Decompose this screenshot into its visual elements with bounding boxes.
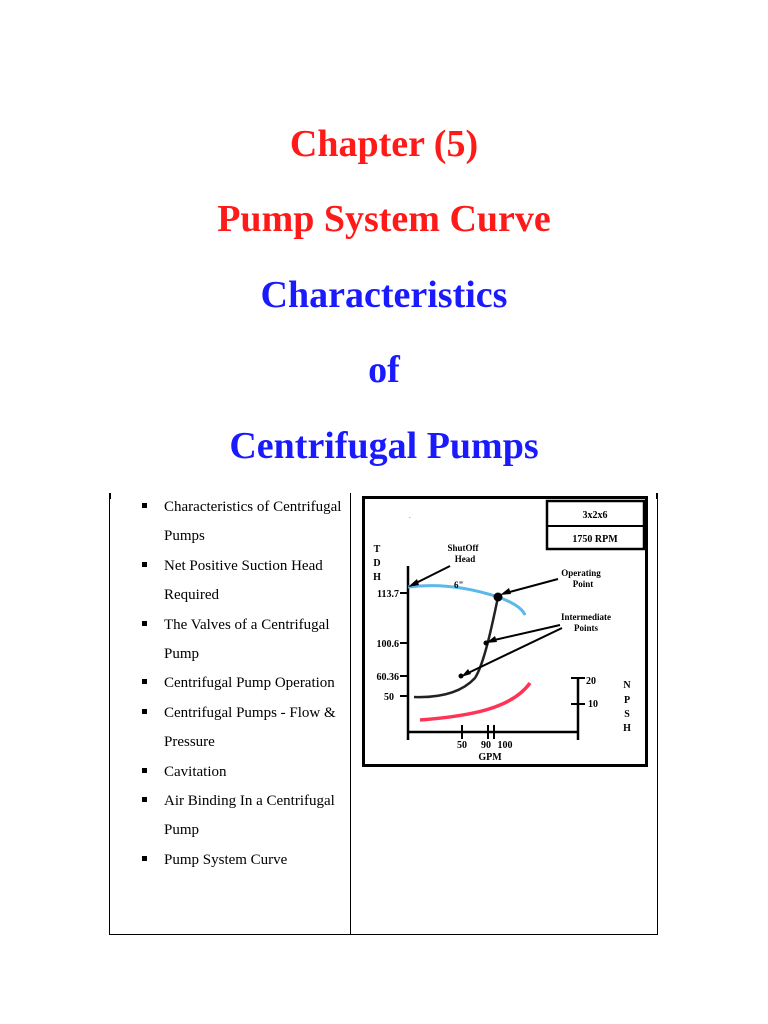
npsh-tick-label: 10: [588, 699, 598, 710]
scan-speck: .: [409, 514, 411, 520]
arrow-head: [461, 669, 471, 677]
list-item: Centrifugal Pumps - Flow & Pressure: [138, 699, 343, 758]
list-item: The Valves of a Centrifugal Pump: [138, 611, 343, 670]
shutoff-annotation: ShutOff: [447, 543, 479, 553]
npsh-tick-label: 20: [586, 676, 596, 687]
list-item: Cavitation: [138, 758, 343, 787]
list-item: Net Positive Suction Head Required: [138, 552, 343, 611]
operating-point-arrow: [506, 579, 558, 593]
pump-size-label: 3x2x6: [582, 510, 608, 521]
npsh-title-letter: P: [623, 695, 631, 706]
operating-point-marker: [494, 593, 503, 602]
y-tick-label: 113.7: [377, 589, 399, 600]
table-corner-tick: [656, 493, 657, 499]
shutoff-annotation: Head: [454, 554, 476, 564]
npsh-title-letter: S: [624, 709, 630, 720]
y-tick-label: 60.36: [376, 672, 399, 683]
x-tick-label: 50: [457, 740, 467, 751]
y-tick-label: 50: [384, 692, 394, 703]
y-axis-title-letter: H: [373, 572, 381, 583]
chapter-title: Chapter (5): [289, 123, 479, 165]
y-tick-group: [377, 589, 409, 703]
topic-list: [138, 493, 343, 875]
table-column-divider: [350, 493, 351, 934]
x-tick-group: [457, 725, 513, 751]
topic-line-1: Characteristics: [260, 274, 508, 316]
intermediate-annotation: Intermediate: [561, 612, 611, 622]
x-tick-label: 100: [497, 740, 513, 751]
operating-point-annotation: Point: [572, 579, 594, 589]
pump-curve-chart: [362, 496, 648, 768]
shutoff-arrow: [414, 566, 450, 584]
x-axis-title: GPM: [478, 752, 502, 763]
npsh-title-letter: H: [623, 723, 631, 734]
operating-point-annotation: Operating: [561, 568, 601, 578]
list-item: Centrifugal Pump Operation: [138, 669, 343, 698]
pump-speed-label: 1750 RPM: [572, 534, 618, 545]
list-item: Pump System Curve: [138, 846, 343, 875]
impeller-size-label: 6": [454, 580, 464, 590]
x-tick-label: 90: [481, 740, 491, 751]
chapter-subtitle: Pump System Curve: [217, 198, 551, 240]
system-curve: [414, 597, 498, 697]
topic-line-3: Centrifugal Pumps: [229, 425, 539, 467]
y-axis-title-letter: T: [373, 544, 381, 555]
topic-line-2: of: [368, 349, 400, 391]
arrow-head: [500, 588, 511, 595]
npsh-required-curve: [420, 683, 530, 720]
list-item: Air Binding In a Centrifugal Pump: [138, 787, 343, 846]
npsh-title-letter: N: [623, 680, 631, 691]
y-tick-label: 100.6: [376, 639, 399, 650]
y-axis-title-letter: D: [373, 558, 381, 569]
intermediate-annotation: Points: [573, 623, 599, 633]
list-item: Characteristics of Centrifugal Pumps: [138, 493, 343, 552]
table-corner-tick: [110, 493, 111, 499]
